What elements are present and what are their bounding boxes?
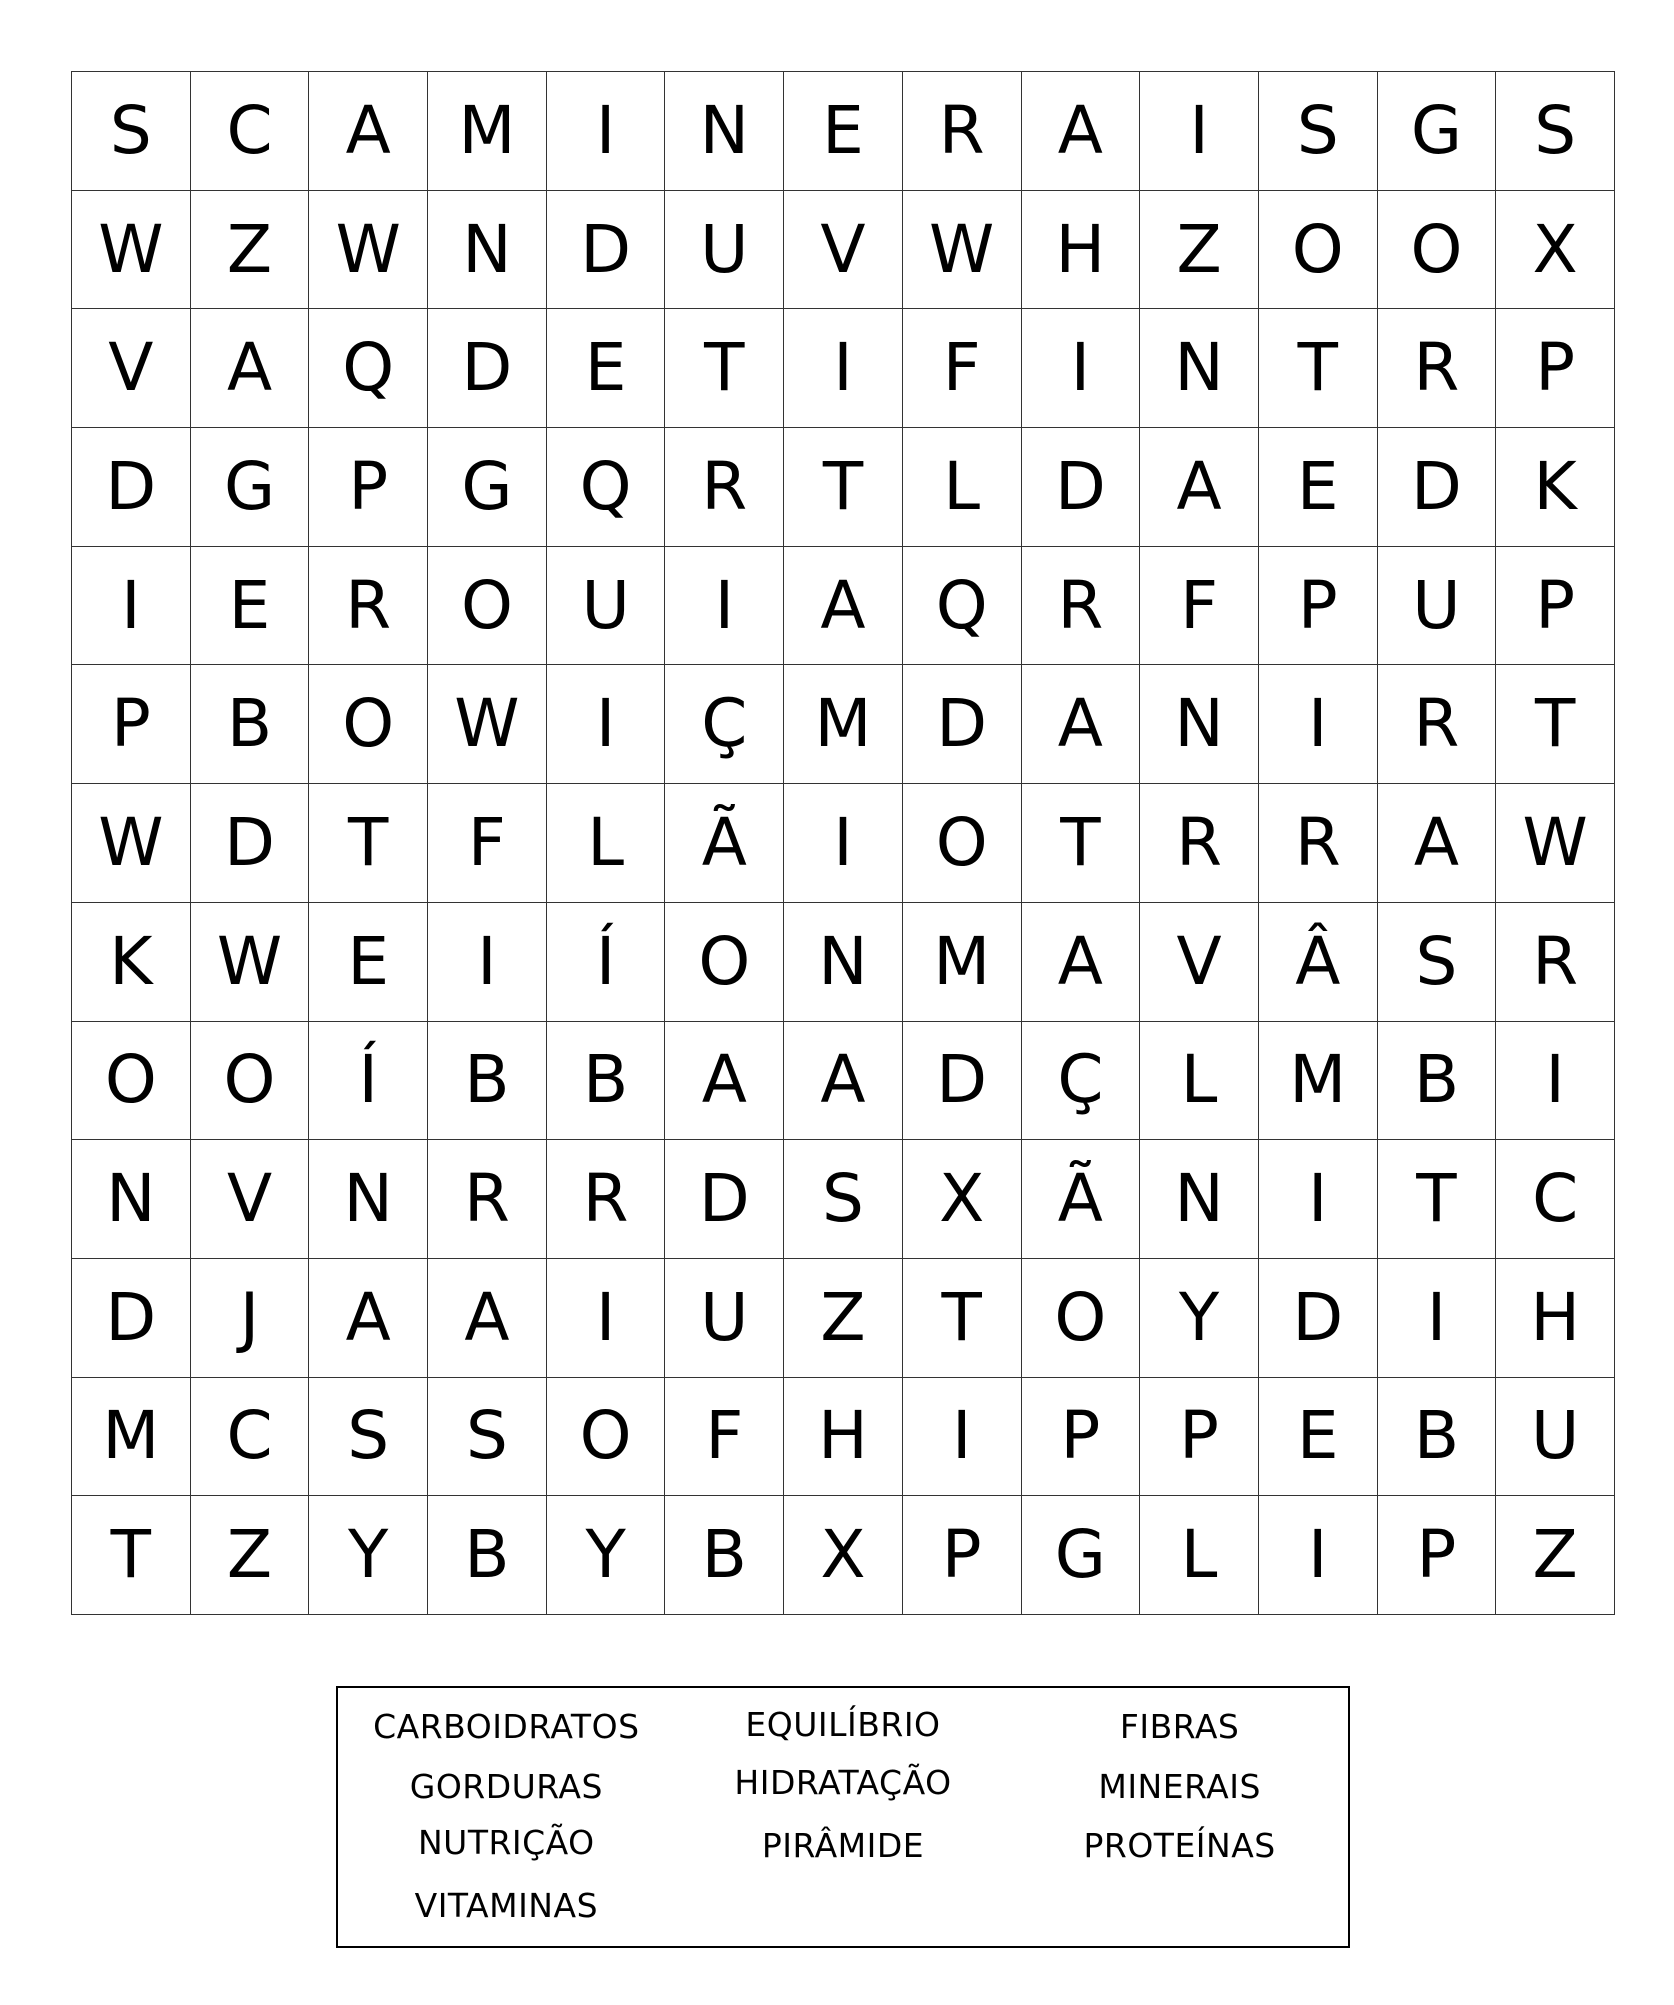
grid-cell[interactable]: O [1378, 191, 1497, 310]
grid-cell[interactable]: Ç [1022, 1022, 1141, 1141]
grid-cell[interactable]: U [547, 547, 666, 666]
grid-cell[interactable]: O [309, 665, 428, 784]
grid-cell[interactable]: B [1378, 1378, 1497, 1497]
word-minerais: MINERAIS [1098, 1767, 1261, 1806]
grid-cell[interactable]: Q [309, 309, 428, 428]
grid-cell[interactable]: I [1496, 1022, 1615, 1141]
grid-cell[interactable]: A [191, 309, 310, 428]
grid-cell[interactable]: Ã [665, 784, 784, 903]
grid-cell[interactable]: Q [547, 428, 666, 547]
grid-cell[interactable]: R [1496, 903, 1615, 1022]
grid-cell[interactable]: I [1022, 309, 1141, 428]
grid-cell[interactable]: E [309, 903, 428, 1022]
grid-cell[interactable]: E [1259, 1378, 1378, 1497]
grid-cell[interactable]: A [1140, 428, 1259, 547]
grid-cell[interactable]: S [309, 1378, 428, 1497]
grid-cell[interactable]: S [428, 1378, 547, 1497]
grid-cell[interactable]: S [1259, 72, 1378, 191]
grid-cell[interactable]: D [191, 784, 310, 903]
grid-cell[interactable]: U [1378, 547, 1497, 666]
grid-cell[interactable]: D [665, 1140, 784, 1259]
word-piramide: PIRÂMIDE [761, 1826, 925, 1865]
grid-cell[interactable]: N [1140, 665, 1259, 784]
grid-cell[interactable]: R [1259, 784, 1378, 903]
grid-cell[interactable]: I [1259, 665, 1378, 784]
word-vitaminas: VITAMINAS [414, 1886, 599, 1925]
grid-cell[interactable]: G [191, 428, 310, 547]
grid-cell[interactable]: B [665, 1496, 784, 1615]
grid-cell[interactable]: W [428, 665, 547, 784]
grid-cell[interactable]: H [784, 1378, 903, 1497]
grid-cell[interactable]: L [1140, 1496, 1259, 1615]
grid-cell[interactable]: A [1022, 72, 1141, 191]
grid-cell[interactable]: D [72, 428, 191, 547]
grid-cell[interactable]: S [1496, 72, 1615, 191]
grid-cell[interactable]: A [309, 72, 428, 191]
grid-cell[interactable]: M [903, 903, 1022, 1022]
grid-cell[interactable]: R [1140, 784, 1259, 903]
grid-cell[interactable]: P [1140, 1378, 1259, 1497]
grid-cell[interactable]: Z [191, 191, 310, 310]
grid-cell[interactable]: G [1022, 1496, 1141, 1615]
grid-cell[interactable]: D [72, 1259, 191, 1378]
grid-cell[interactable]: F [428, 784, 547, 903]
grid-cell[interactable]: O [903, 784, 1022, 903]
grid-cell[interactable]: A [1022, 665, 1141, 784]
grid-cell[interactable]: D [1259, 1259, 1378, 1378]
grid-cell[interactable]: D [1378, 428, 1497, 547]
grid-cell[interactable]: W [72, 191, 191, 310]
grid-cell[interactable]: G [428, 428, 547, 547]
grid-cell[interactable]: J [191, 1259, 310, 1378]
grid-cell[interactable]: C [1496, 1140, 1615, 1259]
grid-cell[interactable]: R [309, 547, 428, 666]
word-fibras: FIBRAS [1119, 1707, 1240, 1746]
grid-cell[interactable]: W [1496, 784, 1615, 903]
grid-cell[interactable]: A [784, 547, 903, 666]
grid-cell[interactable]: B [1378, 1022, 1497, 1141]
grid-cell[interactable]: C [191, 1378, 310, 1497]
grid-cell[interactable]: M [428, 72, 547, 191]
grid-cell[interactable]: F [903, 309, 1022, 428]
grid-cell[interactable]: C [191, 72, 310, 191]
grid-cell[interactable]: I [1259, 1140, 1378, 1259]
grid-cell[interactable]: T [309, 784, 428, 903]
grid-cell[interactable]: N [665, 72, 784, 191]
grid-cell[interactable]: T [1259, 309, 1378, 428]
grid-cell[interactable]: P [72, 665, 191, 784]
grid-cell[interactable]: Z [1496, 1496, 1615, 1615]
grid-cell[interactable]: I [428, 903, 547, 1022]
grid-cell[interactable]: T [1496, 665, 1615, 784]
grid-cell[interactable]: V [784, 191, 903, 310]
grid-cell[interactable]: B [547, 1022, 666, 1141]
grid-cell[interactable]: Q [903, 547, 1022, 666]
grid-cell[interactable]: Ã [1022, 1140, 1141, 1259]
grid-cell[interactable]: D [903, 1022, 1022, 1141]
grid-cell[interactable]: M [784, 665, 903, 784]
grid-cell[interactable]: B [428, 1022, 547, 1141]
grid-cell[interactable]: P [903, 1496, 1022, 1615]
grid-cell[interactable]: Z [1140, 191, 1259, 310]
grid-cell[interactable]: A [1378, 784, 1497, 903]
grid-cell[interactable]: H [1022, 191, 1141, 310]
grid-cell[interactable]: I [665, 547, 784, 666]
grid-cell[interactable]: L [1140, 1022, 1259, 1141]
grid-cell[interactable]: A [784, 1022, 903, 1141]
grid-cell[interactable]: B [191, 665, 310, 784]
word-carboidratos: CARBOIDRATOS [373, 1707, 640, 1746]
grid-cell[interactable]: T [1022, 784, 1141, 903]
grid-cell[interactable]: K [72, 903, 191, 1022]
grid-cell[interactable]: A [428, 1259, 547, 1378]
grid-cell[interactable]: V [191, 1140, 310, 1259]
grid-cell[interactable]: M [1259, 1022, 1378, 1141]
grid-cell[interactable]: I [784, 309, 903, 428]
grid-cell[interactable]: S [72, 72, 191, 191]
grid-cell[interactable]: I [784, 784, 903, 903]
grid-cell[interactable]: U [665, 191, 784, 310]
grid-cell[interactable]: A [309, 1259, 428, 1378]
grid-cell[interactable]: Y [547, 1496, 666, 1615]
grid-cell[interactable]: R [1022, 547, 1141, 666]
grid-cell[interactable]: W [903, 191, 1022, 310]
letter-grid [71, 71, 1615, 1615]
grid-cell[interactable]: R [428, 1140, 547, 1259]
grid-cell[interactable]: I [72, 547, 191, 666]
grid-cell[interactable]: S [784, 1140, 903, 1259]
grid-cell[interactable]: R [547, 1140, 666, 1259]
grid-cell[interactable]: N [72, 1140, 191, 1259]
grid-cell[interactable]: S [1378, 903, 1497, 1022]
grid-cell[interactable]: P [1378, 1496, 1497, 1615]
grid-cell[interactable]: V [72, 309, 191, 428]
grid-cell[interactable]: P [309, 428, 428, 547]
grid-cell[interactable]: L [903, 428, 1022, 547]
word-hidratacao: HIDRATAÇÃO [734, 1763, 952, 1802]
grid-cell[interactable]: N [784, 903, 903, 1022]
grid-cell[interactable]: P [1496, 309, 1615, 428]
word-nutricao: NUTRIÇÃO [417, 1823, 595, 1862]
grid-cell[interactable]: F [665, 1378, 784, 1497]
grid-cell[interactable]: W [309, 191, 428, 310]
grid-cell[interactable]: N [428, 191, 547, 310]
grid-cell[interactable]: X [903, 1140, 1022, 1259]
grid-cell[interactable]: K [1496, 428, 1615, 547]
grid-cell[interactable]: Z [191, 1496, 310, 1615]
grid-cell[interactable]: N [1140, 1140, 1259, 1259]
grid-cell[interactable]: B [428, 1496, 547, 1615]
grid-cell[interactable]: E [784, 72, 903, 191]
grid-cell[interactable]: T [72, 1496, 191, 1615]
grid-cell[interactable]: Í [309, 1022, 428, 1141]
grid-cell[interactable]: E [1259, 428, 1378, 547]
grid-cell[interactable]: Â [1259, 903, 1378, 1022]
grid-cell[interactable]: T [784, 428, 903, 547]
grid-cell[interactable]: Y [309, 1496, 428, 1615]
word-gorduras: GORDURAS [409, 1767, 603, 1806]
grid-cell[interactable]: D [428, 309, 547, 428]
grid-cell[interactable]: H [1496, 1259, 1615, 1378]
grid-cell[interactable]: I [1140, 72, 1259, 191]
grid-cell[interactable]: U [665, 1259, 784, 1378]
grid-cell[interactable]: R [665, 428, 784, 547]
grid-cell[interactable]: D [1022, 428, 1141, 547]
grid-cell[interactable]: R [1378, 665, 1497, 784]
grid-cell[interactable]: I [903, 1378, 1022, 1497]
grid-cell[interactable]: Ç [665, 665, 784, 784]
word-list [336, 1686, 1350, 1948]
word-proteinas: PROTEÍNAS [1083, 1826, 1276, 1865]
grid-cell[interactable]: T [903, 1259, 1022, 1378]
grid-cell[interactable]: O [72, 1022, 191, 1141]
grid-cell[interactable]: T [1378, 1140, 1497, 1259]
grid-cell[interactable]: I [547, 72, 666, 191]
grid-cell[interactable]: O [191, 1022, 310, 1141]
grid-cell[interactable]: P [1496, 547, 1615, 666]
grid-cell[interactable]: R [903, 72, 1022, 191]
grid-cell[interactable]: P [1022, 1378, 1141, 1497]
grid-cell[interactable]: M [72, 1378, 191, 1497]
grid-cell[interactable]: O [665, 903, 784, 1022]
grid-cell[interactable]: E [547, 309, 666, 428]
grid-cell[interactable]: Y [1140, 1259, 1259, 1378]
grid-cell[interactable]: O [1259, 191, 1378, 310]
grid-cell[interactable]: W [191, 903, 310, 1022]
grid-cell[interactable]: D [903, 665, 1022, 784]
grid-cell[interactable]: A [1022, 903, 1141, 1022]
grid-cell[interactable]: W [72, 784, 191, 903]
grid-cell[interactable]: L [547, 784, 666, 903]
grid-cell[interactable]: E [191, 547, 310, 666]
grid-cell[interactable]: I [547, 1259, 666, 1378]
grid-cell[interactable]: I [1259, 1496, 1378, 1615]
grid-cell[interactable]: Í [547, 903, 666, 1022]
grid-cell[interactable]: X [1496, 191, 1615, 310]
grid-cell[interactable]: I [547, 665, 666, 784]
grid-cell[interactable]: N [309, 1140, 428, 1259]
word-equilibrio: EQUILÍBRIO [745, 1705, 941, 1744]
grid-cell[interactable]: P [1259, 547, 1378, 666]
grid-cell[interactable]: O [1022, 1259, 1141, 1378]
grid-cell[interactable]: U [1496, 1378, 1615, 1497]
grid-cell[interactable]: F [1140, 547, 1259, 666]
grid-cell[interactable]: O [428, 547, 547, 666]
grid-cell[interactable]: T [665, 309, 784, 428]
grid-cell[interactable]: G [1378, 72, 1497, 191]
grid-cell[interactable]: N [1140, 309, 1259, 428]
grid-cell[interactable]: X [784, 1496, 903, 1615]
grid-cell[interactable]: R [1378, 309, 1497, 428]
grid-cell[interactable]: A [665, 1022, 784, 1141]
grid-cell[interactable]: D [547, 191, 666, 310]
grid-cell[interactable]: V [1140, 903, 1259, 1022]
grid-cell[interactable]: Z [784, 1259, 903, 1378]
grid-cell[interactable]: O [547, 1378, 666, 1497]
grid-cell[interactable]: I [1378, 1259, 1497, 1378]
